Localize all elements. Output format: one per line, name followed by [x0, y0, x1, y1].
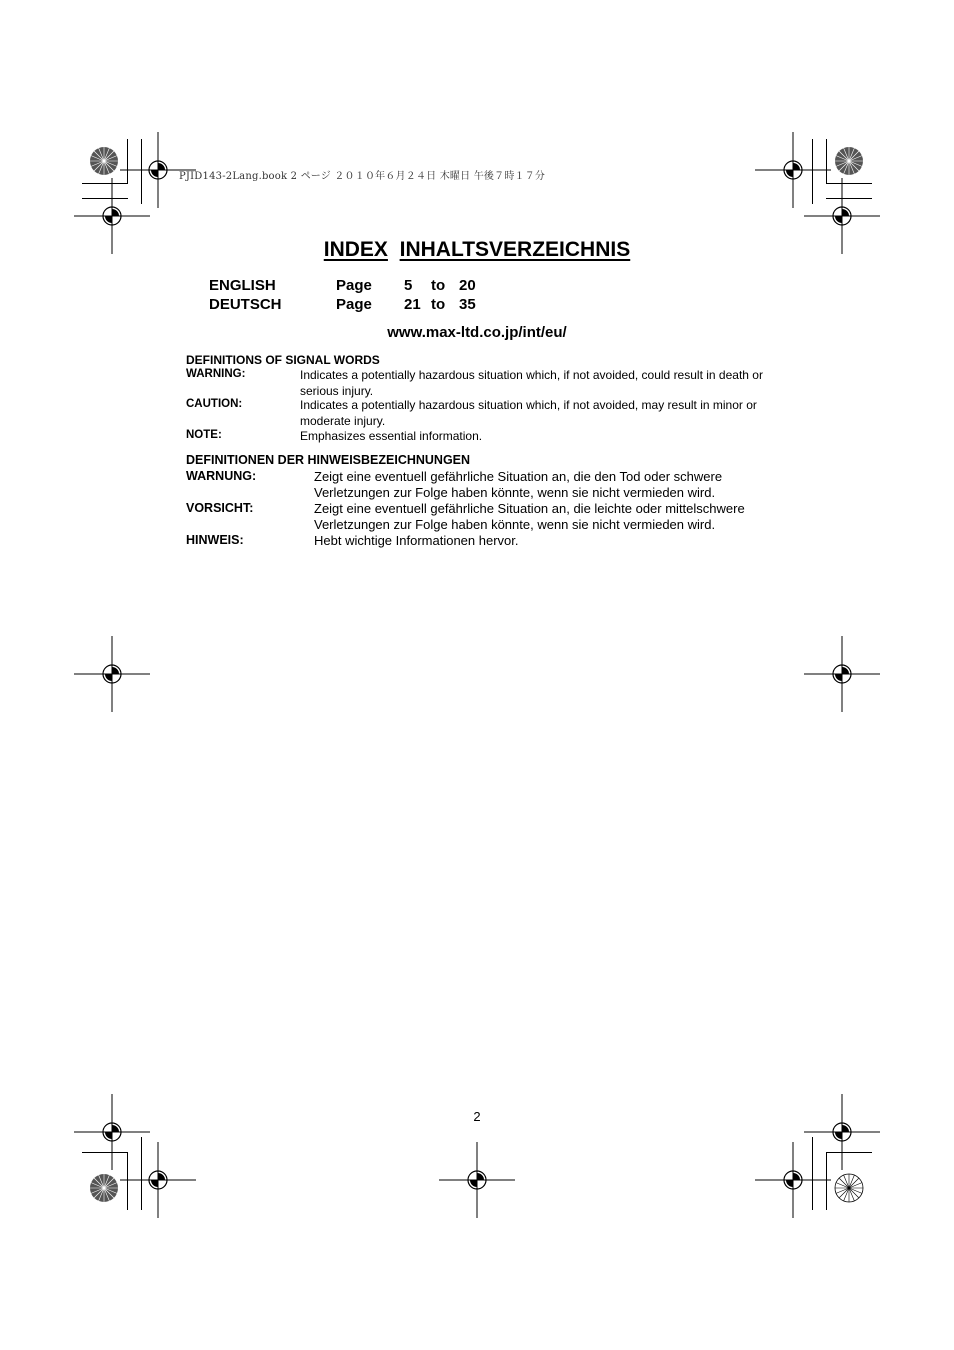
- definition-line: Indicates a potentially hazardous situation which, if not avoided, could result in death or: [300, 368, 763, 382]
- starburst-target-icon: [89, 1173, 119, 1203]
- title-inhaltsverzeichnis: INHALTSVERZEICHNIS: [399, 238, 631, 261]
- index-page-to: 20: [459, 277, 476, 294]
- index-page-label: Page: [336, 296, 372, 313]
- definition-term: WARNING:: [186, 368, 246, 380]
- definition-term: WARNUNG:: [186, 469, 257, 483]
- definition-line: Verletzungen zur Folge haben könnte, wenn sie nicht vermieden wird.: [314, 485, 716, 500]
- definition-text: [314, 533, 784, 549]
- definition-line: Emphasizes essential information.: [300, 429, 483, 443]
- index-to-label: to: [431, 277, 446, 294]
- definition-line: Zeigt eine eventuell gefährliche Situation an, die den Tod oder schwere: [314, 469, 723, 484]
- starburst-target-icon: [834, 1173, 864, 1203]
- definition-line: Zeigt eine eventuell gefährliche Situation an, die leichte oder mittelschwere: [314, 501, 745, 516]
- website-url: www.max-ltd.co.jp/int/eu/: [387, 324, 567, 341]
- definition-text: [300, 398, 780, 429]
- registration-mark-icon: [439, 1142, 515, 1218]
- registration-mark-icon: [804, 636, 880, 712]
- definition-line: Indicates a potentially hazardous situation which, if not avoided, may result in minor or: [300, 398, 757, 412]
- definition-line: Hebt wichtige Informationen hervor.: [314, 533, 519, 548]
- index-to-label: to: [431, 296, 446, 313]
- definition-text: [300, 368, 780, 399]
- definitions-en-heading: DEFINITIONS OF SIGNAL WORDS: [186, 353, 380, 367]
- definition-term: NOTE:: [186, 429, 222, 441]
- definition-term: HINWEIS:: [186, 533, 244, 547]
- definition-text: [300, 429, 780, 445]
- index-language: DEUTSCH: [209, 296, 282, 313]
- registration-mark-icon: [120, 1142, 196, 1218]
- definition-term: CAUTION:: [186, 398, 243, 410]
- index-page-label: Page: [336, 277, 372, 294]
- index-page-to: 35: [459, 296, 476, 313]
- definition-line: Verletzungen zur Folge haben könnte, wenn sie nicht vermieden wird.: [314, 517, 716, 532]
- definition-line: serious injury.: [300, 383, 374, 398]
- definition-term: VORSICHT:: [186, 501, 254, 515]
- index-page-from: 21: [404, 296, 421, 313]
- definitions-de-heading: DEFINITIONEN DER HINWEISBEZEICHNUNGEN: [186, 453, 471, 467]
- index-page-from: 5: [404, 277, 413, 294]
- definition-line: moderate injury.: [300, 413, 386, 428]
- page-number: 2: [473, 1109, 481, 1124]
- starburst-target-icon: [89, 146, 119, 176]
- print-header: PJID143-2Lang.book 2 ページ ２０１０年６月２４日 木曜日 午後７時１７分: [179, 171, 546, 182]
- definition-text: [314, 501, 784, 533]
- title-index: INDEX: [323, 238, 388, 261]
- index-language: ENGLISH: [209, 277, 276, 294]
- registration-mark-icon: [755, 1142, 831, 1218]
- registration-mark-icon: [74, 636, 150, 712]
- page-title: [0, 238, 954, 262]
- definition-text: [314, 469, 784, 501]
- starburst-target-icon: [834, 146, 864, 176]
